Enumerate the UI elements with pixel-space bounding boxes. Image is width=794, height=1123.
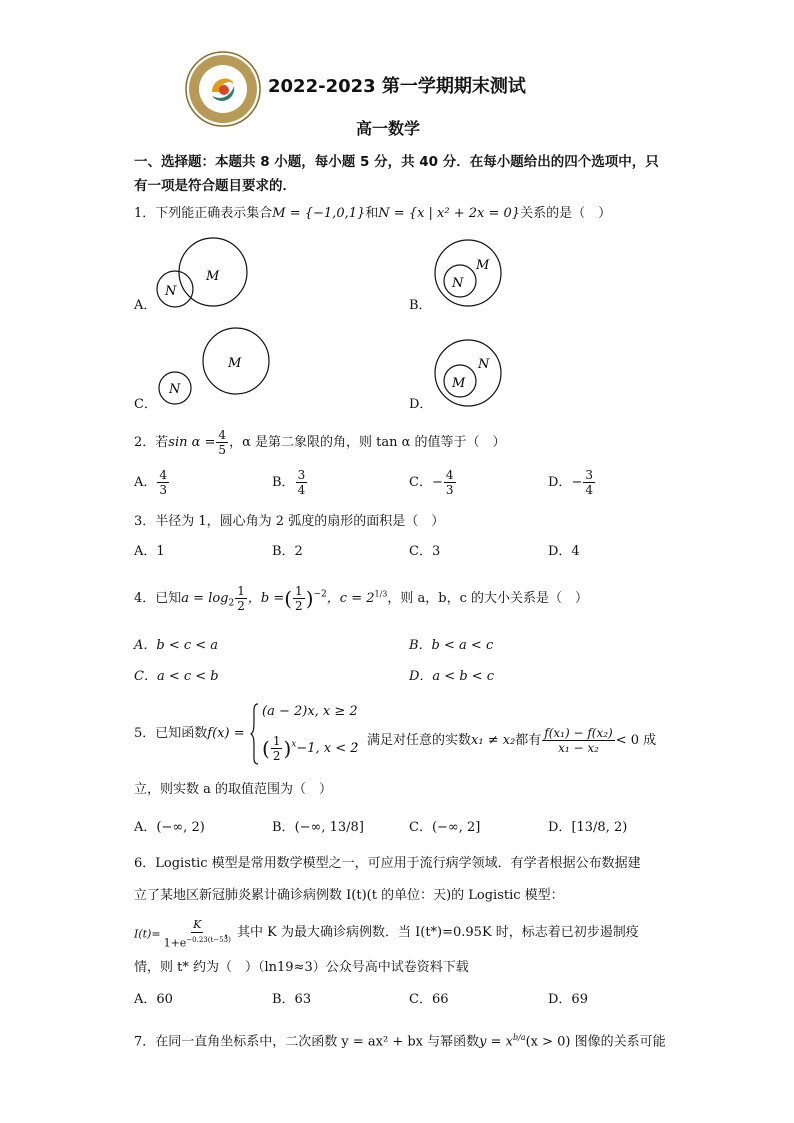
q4-c-exp: 1/3 (374, 589, 388, 599)
q5-text-c: 都有 (515, 733, 542, 748)
q2-option-b[interactable] (272, 468, 308, 497)
q1-text-c: 关系的是（ ） (520, 206, 612, 221)
q4-b-num: 1 (295, 584, 303, 598)
q5-ineq-den: x₁ − x₂ (558, 741, 599, 755)
q4-b-den: 2 (295, 599, 303, 613)
q3-option-b[interactable]: B．2 (272, 544, 303, 559)
q2-opt-b-label: B． (272, 475, 295, 490)
q4-b-exp: −2 (313, 589, 327, 600)
q4-option-c[interactable]: C．a < c < b (134, 669, 219, 684)
venn-diagram-c (150, 326, 280, 406)
q5-case-num: 1 (272, 734, 281, 748)
q2-option-d[interactable] (548, 468, 596, 497)
q2-text-a: 2．若 (134, 435, 169, 450)
q1-option-a[interactable]: A． (134, 298, 157, 313)
venn-b-label-n: N (452, 276, 464, 291)
q5-ineq-num: f(x₁) − f(x₂) (544, 726, 613, 740)
q3-option-d[interactable]: D．4 (548, 544, 580, 559)
q2-opt-a-num: 4 (159, 468, 168, 482)
q5-option-d[interactable] (548, 820, 627, 836)
question-5-stem-end (354, 726, 656, 755)
q5-opt-b-val: (−∞, 13/8] (294, 820, 364, 835)
question-6-line4: 情，则 t* 约为（ ）（ln19≈3）公众号高中试卷资料下载 (134, 960, 469, 975)
q4-a-expr: a = log (181, 591, 229, 606)
q2-sin: sin α = (168, 435, 216, 450)
q5-option-b[interactable] (272, 820, 364, 836)
q2-text-b: ，α 是第二象限的角，则 tan α 的值等于（ ） (229, 435, 506, 450)
q1-text-b: 和 (365, 206, 379, 221)
q2-opt-d-frac (583, 468, 595, 497)
question-6-line3: ，其中 K 为最大确诊病例数．当 I(t*)=0.95K 时，标志着已初步遏制疫 (224, 925, 639, 940)
q2-opt-b-frac (296, 468, 308, 497)
q4-option-b[interactable]: B．b < a < c (409, 638, 494, 653)
venn-d-label-n: N (478, 357, 490, 372)
venn-diagram-a (150, 228, 260, 318)
q6-option-b[interactable]: B．63 (272, 992, 312, 1007)
question-5-stem-line2: 立，则实数 a 的取值范围为（ ） (134, 782, 333, 797)
venn-diagram-b (430, 234, 510, 314)
q1-option-b[interactable]: B． (409, 298, 432, 313)
question-6-line1: 6．Logistic 模型是常用数学模型之一，可应用于流行病学领域．有学者根据公布数据建 (134, 856, 641, 871)
q5-case-2: ( $\frac{1}{2}$ )$^x$−1, x < 2 (262, 734, 359, 763)
q4-option-a[interactable]: A．b < c < a (134, 638, 219, 653)
q6-option-c[interactable]: C．66 (409, 992, 449, 1007)
venn-c-label-n: N (169, 382, 181, 397)
question-7-stem (134, 1030, 666, 1050)
q5-opt-d-label: D． (548, 820, 572, 835)
q5-case-frac (271, 734, 283, 763)
q4-a-num: 1 (237, 584, 245, 598)
q4-text-b: ，则 a，b，c 的大小关系是（ ） (387, 591, 588, 606)
q5-case-den: 2 (272, 749, 281, 763)
q6-formula-den: 1+e (163, 936, 187, 950)
q1-text-a: 1．下列能正确表示集合 (134, 206, 273, 221)
q2-opt-b-den: 4 (297, 483, 306, 497)
q4-text-a: 4．已知 (134, 591, 182, 606)
q5-text-b: ，满足对任意的实数 (354, 733, 472, 748)
q5-neq: x₁ ≠ x₂ (471, 733, 516, 748)
q5-opt-a-val: (−∞, 2) (156, 820, 205, 835)
q1-option-c[interactable]: C． (134, 397, 157, 412)
q3-option-a[interactable]: A．1 (134, 544, 165, 559)
school-logo (184, 50, 262, 132)
q5-ineq-frac (542, 726, 614, 755)
q4-a-base: 2 (228, 598, 235, 609)
q2-opt-b-num: 3 (297, 468, 306, 482)
q5-case-1: (a − 2)x, x ≥ 2 (262, 704, 358, 719)
question-2-stem (134, 428, 506, 457)
q1-set-n: N = {x | x² + 2x = 0} (378, 206, 521, 221)
q4-c-expr: ，c = 2 (326, 591, 375, 606)
venn-a-label-n: N (165, 284, 177, 299)
q5-opt-b-label: B． (272, 820, 295, 835)
q2-opt-d-num: 3 (585, 468, 593, 482)
q5-case-2-tail: −1, x < 2 (296, 741, 359, 756)
venn-diagram-d (430, 334, 510, 414)
q6-formula-frac (162, 918, 233, 951)
q6-option-a[interactable]: A．60 (134, 992, 173, 1007)
q6-formula-exp: −0.23(t−53) (186, 936, 231, 944)
q2-opt-c-sign: − (431, 475, 443, 490)
q7-tail: (x > 0) 图像的关系可能 (525, 1034, 666, 1050)
q2-opt-d-label: D． (548, 475, 572, 490)
page-title: 2022-2023 第一学期期末测试 (268, 76, 526, 97)
question-1-stem (134, 206, 611, 222)
q2-opt-d-sign: − (571, 475, 583, 490)
q2-opt-a-den: 3 (159, 483, 168, 497)
q7-line1: 7．在同一直角坐标系中，二次函数 y = ax² + bx 与幂函数 (134, 1034, 480, 1050)
q1-set-m: M = {−1,0,1} (272, 206, 366, 221)
q5-ineq-tail: < 0 成 (615, 733, 657, 748)
q5-brace (250, 702, 260, 766)
q5-text-a: 5．已知函数 (134, 726, 208, 741)
q5-fx: f(x) = (207, 726, 245, 741)
q2-opt-d-den: 4 (585, 483, 593, 497)
q6-formula (134, 918, 234, 951)
q5-option-c[interactable] (409, 820, 480, 836)
q6-formula-lhs: I(t)= (134, 927, 161, 941)
q2-fraction (216, 428, 228, 457)
q2-opt-a-label: A． (134, 475, 157, 490)
q4-b-frac (293, 584, 305, 613)
q2-opt-c-num: 4 (445, 468, 454, 482)
q2-frac-den: 5 (218, 443, 227, 457)
venn-d-label-m: M (452, 376, 466, 391)
q2-option-a[interactable] (134, 468, 170, 497)
q4-b-expr: ，b = (247, 591, 285, 606)
q2-opt-a-frac (157, 468, 169, 497)
section-heading-line1: 一、选择题：本题共 8 小题，每小题 5 分，共 40 分．在每小题给出的四个选项中，只 (134, 154, 659, 170)
section-heading-line2: 有一项是符合题目要求的． (134, 178, 296, 194)
q2-option-c[interactable] (409, 468, 457, 497)
q4-a-den: 2 (237, 599, 245, 613)
q2-opt-c-den: 3 (445, 483, 454, 497)
question-3-stem: 3．半径为 1，圆心角为 2 弧度的扇形的面积是（ ） (134, 514, 445, 529)
page-subtitle: 高一数学 (356, 119, 421, 138)
q4-option-d[interactable]: D．a < b < c (409, 669, 495, 684)
q6-formula-num: K (193, 918, 202, 931)
venn-b-label-m: M (476, 258, 490, 273)
q6-option-d[interactable]: D．69 (548, 992, 588, 1007)
venn-c-label-m: M (228, 356, 242, 371)
question-4-stem: 4．已知$a = \log_2$ $\frac{1}{2}$ ，b =( $\frac{1}{2}$ )$^{-2}$，$c = 2^{1/3}$，则 a，b，c 的大小关系是（ ） (134, 584, 588, 613)
q7-power-exp: b/a (513, 1033, 526, 1042)
q5-opt-c-val: (−∞, 2] (431, 820, 481, 835)
q7-power: y = x (479, 1034, 513, 1050)
q6-formula-den-wrap (162, 933, 233, 951)
q1-option-d[interactable]: D． (409, 397, 433, 412)
q4-a-frac (235, 584, 247, 613)
question-5-stem-start (134, 726, 245, 742)
q2-opt-c-label: C． (409, 475, 432, 490)
q5-opt-c-label: C． (409, 820, 432, 835)
question-6-line2: 立了某地区新冠肺炎累计确诊病例数 I(t)(t 的单位：天)的 Logistic 模型： (134, 888, 564, 903)
q5-opt-a-label: A． (134, 820, 157, 835)
q5-opt-d-val: [13/8, 2) (571, 820, 628, 835)
q3-option-c[interactable]: C．3 (409, 544, 441, 559)
q2-frac-num: 4 (218, 428, 227, 442)
q5-option-a[interactable] (134, 820, 205, 836)
venn-a-label-m: M (206, 269, 220, 284)
q2-opt-c-frac (444, 468, 456, 497)
